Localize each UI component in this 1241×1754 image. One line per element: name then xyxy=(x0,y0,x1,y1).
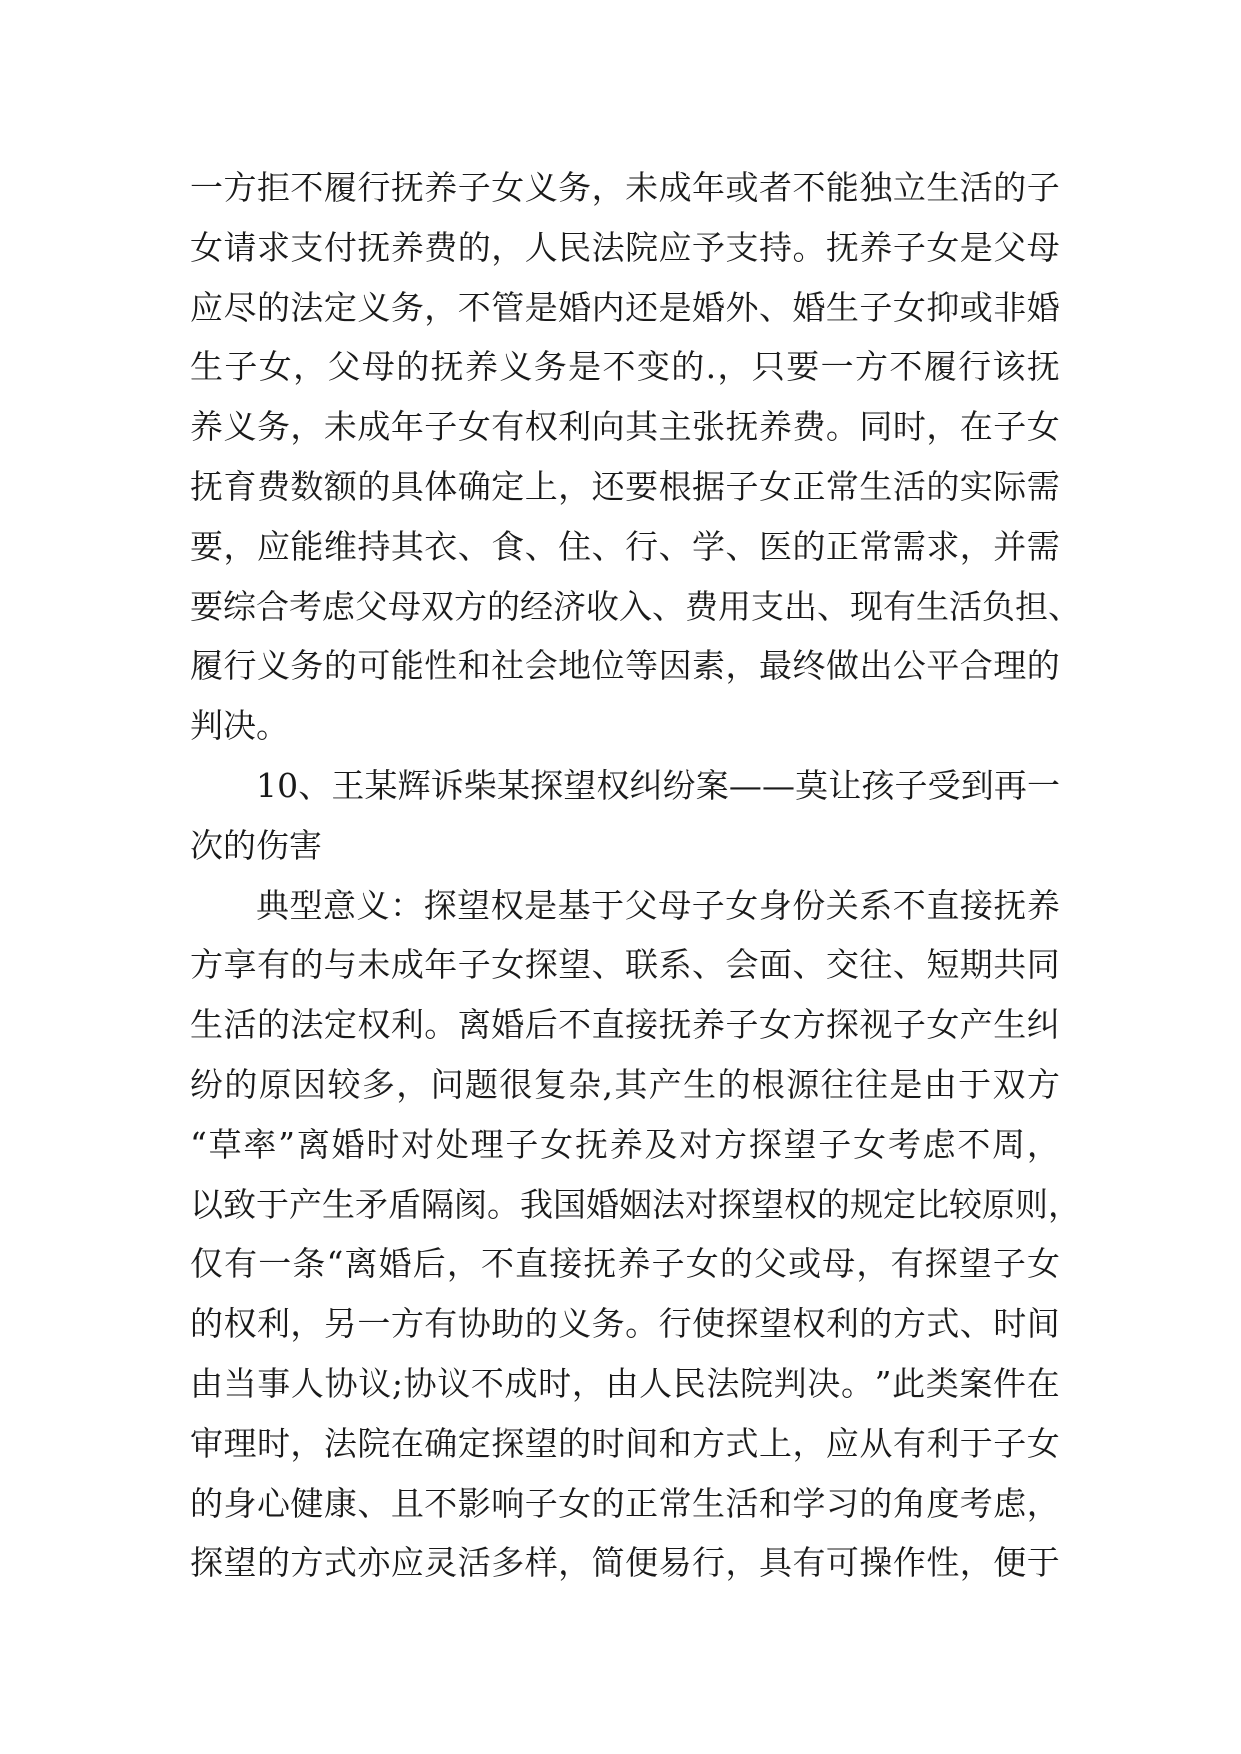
text-line: 养 义 务 ， 未 成 年 子 女 有 权 利 向 其 主 张 抚 养 费 。 同 时 ， 在 子 女 xyxy=(190,407,1060,447)
text-line: 要 综 合 考 虑 父 母 双 方 的 经 济 收 入 、 费 用 支 出 、 现 有 生 活 负 担 、 xyxy=(190,586,1081,626)
text-line: 1 0 、 王 某 辉 诉 柴 某 探 望 权 纠 纷 案 — — 莫 让 孩 子 受 到 再 一 xyxy=(256,765,1060,805)
text-line: 一 方 拒 不 履 行 抚 养 子 女 义 务 ， 未 成 年 或 者 不 能 独 立 生 活 的 子 xyxy=(190,168,1060,207)
text-line: 典 型 意 义 ： 探 望 权 是 基 于 父 母 子 女 身 份 关 系 不 直 接 抚 养 xyxy=(256,885,1060,925)
text-line: 的 身 心 健 康 、 且 不 影 响 子 女 的 正 常 生 活 和 学 习 的 角 度 考 虑 ， xyxy=(190,1483,1060,1523)
text-line: 要 ， 应 能 维 持 其 衣 、 食 、 住 、 行 、 学 、 医 的 正 常 需 求 ， 并 需 xyxy=(190,526,1060,566)
text-line: 的 权 利 ， 另 一 方 有 协 助 的 义 务 。 行 使 探 望 权 利 的 方 式 、 时 间 xyxy=(190,1304,1060,1344)
text-line: 抚 育 费 数 额 的 具 体 确 定 上 ， 还 要 根 据 子 女 正 常 生 活 的 实 际 需 xyxy=(190,466,1060,506)
text-line: 以 致 于 产 生 矛 盾 隔 阂 。 我 国 婚 姻 法 对 探 望 权 的 规 定 比 较 原 则 ， xyxy=(190,1184,1081,1224)
text-line: 仅 有 一 条 “ 离 婚 后 ， 不 直 接 抚 养 子 女 的 父 或 母 ， 有 探 望 子 女 xyxy=(190,1244,1060,1284)
text-line: 应 尽 的 法 定 义 务 ， 不 管 是 婚 内 还 是 婚 外 、 婚 生 子 女 抑 或 非 婚 xyxy=(190,287,1060,327)
text-line: 生 子 女 ， 父 母 的 抚 养 义 务 是 不 变 的 . ， 只 要 一 方 不 履 行 该 抚 xyxy=(190,347,1060,387)
text-line: 纷 的 原 因 较 多 ， 问 题 很 复 杂 , 其 产 生 的 根 源 往 往 是 由 于 双 方 xyxy=(190,1064,1060,1104)
text-line: 方 享 有 的 与 未 成 年 子 女 探 望 、 联 系 、 会 面 、 交 往 、 短 期 共 同 xyxy=(190,945,1060,985)
text-line: 判 决 。 xyxy=(190,706,289,746)
text-line: 由 当 事 人 协 议 ; 协 议 不 成 时 ， 由 人 民 法 院 判 决 。 ” 此 类 案 件 在 xyxy=(190,1363,1060,1403)
body-text xyxy=(190,158,1081,1593)
text-line: 探 望 的 方 式 亦 应 灵 活 多 样 ， 简 便 易 行 ， 具 有 可 操 作 性 ， 便 于 xyxy=(190,1543,1060,1583)
text-line: “ 草 率 ” 离 婚 时 对 处 理 子 女 抚 养 及 对 方 探 望 子 女 考 虑 不 周 ， xyxy=(190,1124,1060,1164)
text-line: 审 理 时 ， 法 院 在 确 定 探 望 的 时 间 和 方 式 上 ， 应 从 有 利 于 子 女 xyxy=(190,1423,1060,1463)
text-line: 女 请 求 支 付 抚 养 费 的 ， 人 民 法 院 应 予 支 持 。 抚 养 子 女 是 父 母 xyxy=(190,227,1060,267)
text-line: 履 行 义 务 的 可 能 性 和 社 会 地 位 等 因 素 ， 最 终 做 出 公 平 合 理 的 xyxy=(190,646,1060,686)
text-line: 次 的 伤 害 xyxy=(190,825,322,865)
text-line: 生 活 的 法 定 权 利 。 离 婚 后 不 直 接 抚 养 子 女 方 探 视 子 女 产 生 纠 xyxy=(190,1005,1060,1045)
